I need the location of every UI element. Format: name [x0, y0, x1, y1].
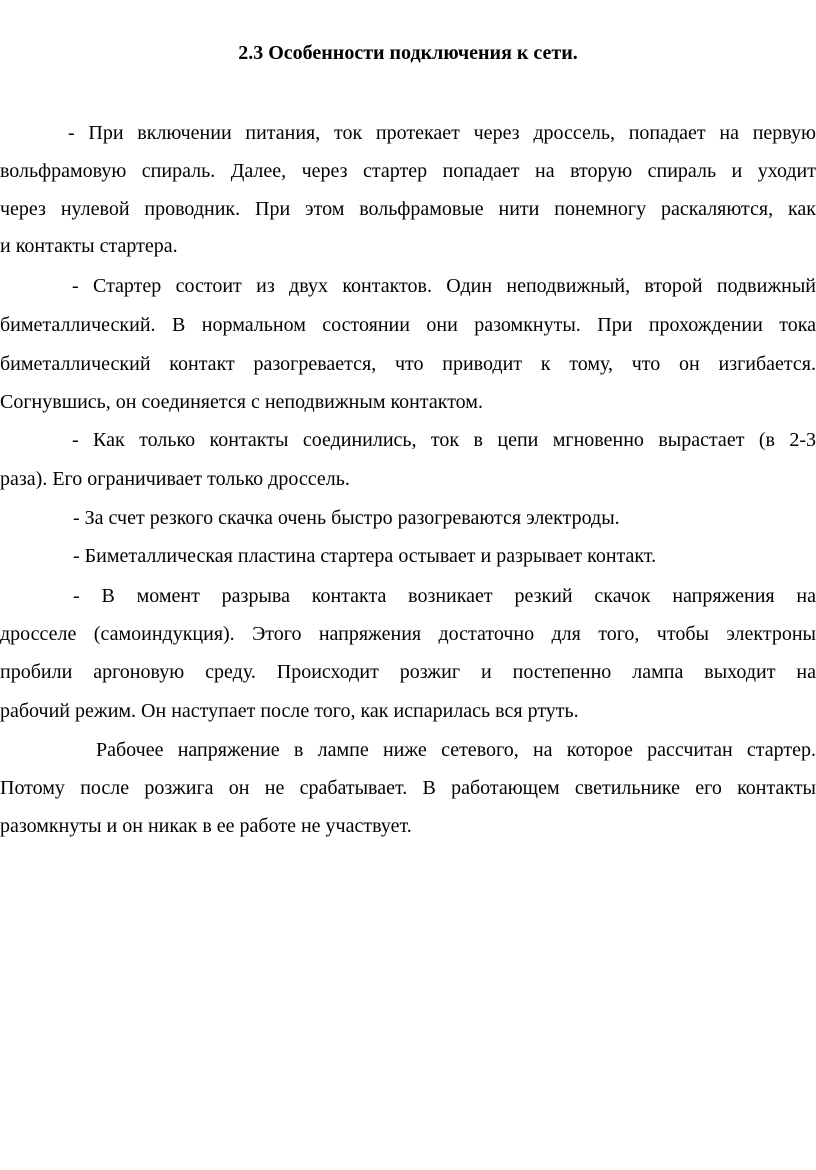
paragraph-7-line-2: Потому после розжига он не срабатывает. В работающем светильнике его контакты — [0, 777, 816, 799]
section-title: 2.3 Особенности подключения к сети. — [238, 42, 578, 64]
paragraph-7-line-3: разомкнуты и он никак в ее работе не участвует. — [0, 815, 412, 837]
paragraph-6-line-2: дросселе (самоиндукция). Этого напряжения достаточно для того, чтобы электроны — [0, 623, 816, 645]
paragraph-6-line-4: рабочий режим. Он наступает после того, как испарилась вся ртуть. — [0, 700, 579, 722]
paragraph-6-line-1: - В момент разрыва контакта возникает резкий скачок напряжения на — [73, 585, 816, 607]
paragraph-2-line-2: биметаллический. В нормальном состоянии они разомкнуты. При прохождении тока — [0, 314, 816, 336]
paragraph-3-line-1: - Как только контакты соединились, ток в цепи мгновенно вырастает (в 2-3 — [72, 429, 816, 451]
paragraph-1-line-3: через нулевой проводник. При этом вольфрамовые нити понемногу раскаляются, как — [0, 198, 816, 220]
paragraph-5-line-1: - Биметаллическая пластина стартера остывает и разрывает контакт. — [73, 545, 657, 567]
paragraph-1-line-1: - При включении питания, ток протекает через дроссель, попадает на первую — [68, 122, 816, 144]
paragraph-6-line-3: пробили аргоновую среду. Происходит розжиг и постепенно лампа выходит на — [0, 661, 816, 683]
paragraph-1-line-2: вольфрамовую спираль. Далее, через стартер попадает на вторую спираль и уходит — [0, 160, 816, 182]
paragraph-7-line-1: Рабочее напряжение в лампе ниже сетевого, на которое рассчитан стартер. — [96, 739, 816, 761]
paragraph-1-line-4: и контакты стартера. — [0, 235, 178, 257]
paragraph-4-line-1: - За счет резкого скачка очень быстро разогреваются электроды. — [73, 507, 620, 529]
paragraph-2-line-4: Согнувшись, он соединяется с неподвижным контактом. — [0, 391, 483, 413]
paragraph-2-line-1: - Стартер состоит из двух контактов. Один неподвижный, второй подвижный — [72, 275, 816, 297]
paragraph-2-line-3: биметаллический контакт разогревается, что приводит к тому, что он изгибается. — [0, 353, 816, 375]
paragraph-3-line-2: раза). Его ограничивает только дроссель. — [0, 468, 350, 490]
